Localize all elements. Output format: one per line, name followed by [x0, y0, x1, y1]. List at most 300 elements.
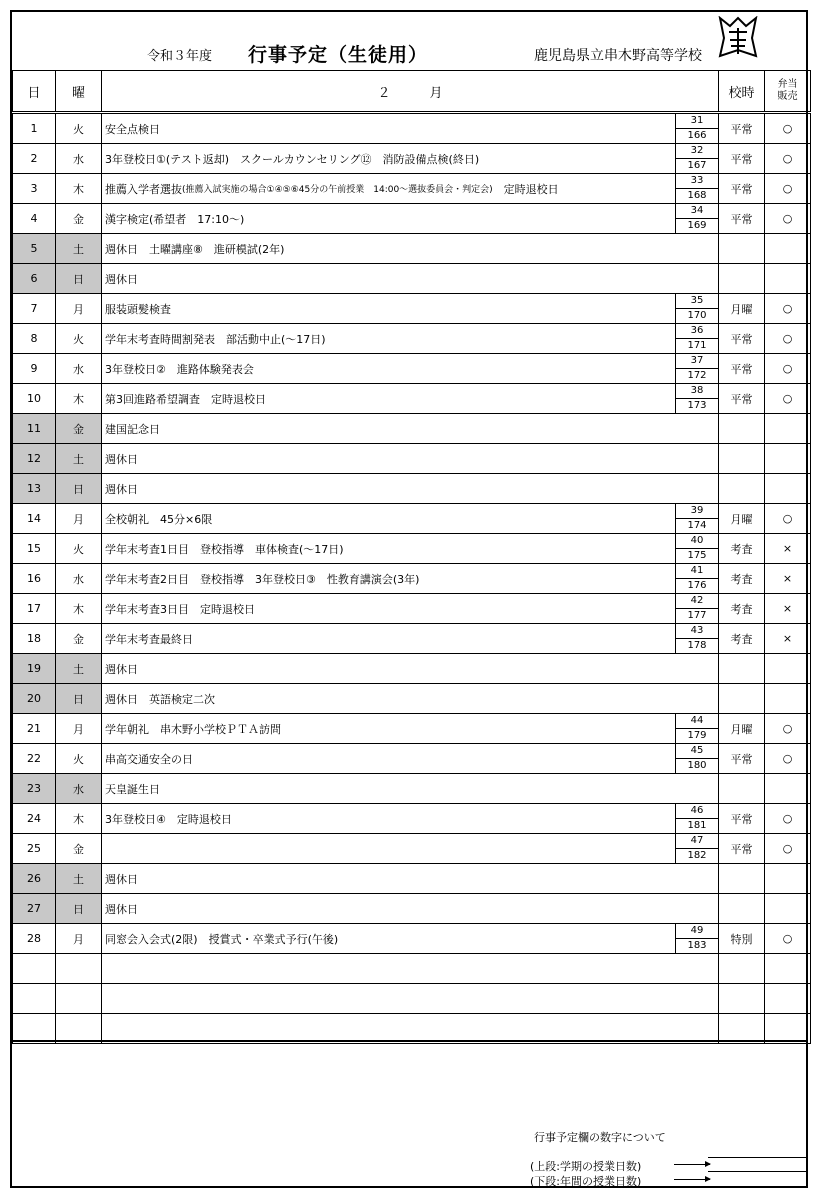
day-cell: 5 [13, 234, 56, 264]
kouji-cell [719, 864, 765, 894]
notes-line-upper: (上段:学期の授業日数) [530, 1160, 642, 1173]
weekday-cell: 火 [56, 324, 102, 354]
arrow-icon [674, 1164, 710, 1165]
kouji-cell: 平常 [719, 834, 765, 864]
event-text [102, 444, 718, 473]
event-cell [102, 174, 719, 204]
event-main: 3年登校日①(テスト返却) スクールカウンセリング⑫ 消防設備点検(終日) [105, 152, 480, 166]
event-wrap [102, 864, 718, 893]
event-cell [102, 894, 719, 924]
event-wrap [102, 384, 718, 413]
event-cell [102, 864, 719, 894]
event-cell [102, 744, 719, 774]
event-main: 学年末考査2日目 登校指導 3年登校日③ 性教育講演会(3年) [105, 572, 420, 586]
day-cell: 16 [13, 564, 56, 594]
event-text [102, 624, 675, 653]
day-cell: 11 [13, 414, 56, 444]
day-cell: 19 [13, 654, 56, 684]
divider [708, 1171, 808, 1172]
table-row [13, 234, 811, 264]
day-cell: 8 [13, 324, 56, 354]
class-day-counts [675, 564, 718, 593]
table-row [13, 654, 811, 684]
bento-cell: ○ [765, 924, 811, 954]
bento-cell [765, 234, 811, 264]
weekday-cell: 水 [56, 564, 102, 594]
event-wrap [102, 534, 718, 563]
event-wrap [102, 204, 718, 233]
weekday-cell: 月 [56, 924, 102, 954]
kouji-cell: 月曜 [719, 294, 765, 324]
page-title: 行事予定（生徒用） [248, 44, 429, 66]
year-day-count: 176 [687, 580, 707, 591]
arrow-icon [674, 1179, 710, 1180]
event-text [102, 294, 675, 323]
year-day-count: 170 [687, 310, 707, 321]
bento-cell: ○ [765, 113, 811, 144]
kouji-cell: 平常 [719, 384, 765, 414]
kouji-cell [719, 654, 765, 684]
table-row [13, 294, 811, 324]
header-kouji: 校時 [719, 71, 765, 113]
event-wrap [102, 684, 718, 713]
kouji-cell: 平常 [719, 804, 765, 834]
weekday-cell: 日 [56, 264, 102, 294]
term-day-count: 31 [676, 114, 718, 129]
class-day-counts [675, 174, 718, 203]
event-cell [102, 594, 719, 624]
day-cell: 27 [13, 894, 56, 924]
bento-cell [765, 414, 811, 444]
event-cell [102, 294, 719, 324]
table-row [13, 744, 811, 774]
term-day-count: 32 [676, 144, 718, 159]
event-text [102, 324, 675, 353]
weekday-cell: 水 [56, 774, 102, 804]
table-row [13, 894, 811, 924]
weekday-cell: 日 [56, 474, 102, 504]
bento-cell: ○ [765, 834, 811, 864]
day-cell: 28 [13, 924, 56, 954]
day-cell: 22 [13, 744, 56, 774]
table-row [13, 564, 811, 594]
year-day-count: 172 [687, 370, 707, 381]
weekday-cell: 木 [56, 384, 102, 414]
table-header-row [13, 71, 811, 113]
empty-cell [719, 1014, 765, 1044]
term-day-count: 33 [676, 174, 718, 189]
event-cell [102, 204, 719, 234]
event-main: 学年末考査時間割発表 部活動中止(～17日) [105, 332, 326, 346]
school-crest-icon [718, 16, 758, 60]
class-day-counts [675, 804, 718, 833]
event-main: 串高交通安全の日 [105, 752, 193, 766]
empty-cell [56, 984, 102, 1014]
event-main: 週休日 土曜講座⑧ 進研模試(2年) [105, 242, 285, 256]
weekday-cell: 日 [56, 684, 102, 714]
header-month: ２ 月 [102, 71, 719, 113]
kouji-cell [719, 264, 765, 294]
empty-row [13, 1014, 811, 1044]
day-cell: 18 [13, 624, 56, 654]
class-day-counts [675, 114, 718, 143]
bento-cell: ○ [765, 294, 811, 324]
event-wrap [102, 714, 718, 743]
day-cell: 12 [13, 444, 56, 474]
weekday-cell: 金 [56, 414, 102, 444]
weekday-cell: 水 [56, 144, 102, 174]
weekday-cell: 火 [56, 534, 102, 564]
term-day-count: 47 [676, 834, 718, 849]
kouji-cell [719, 234, 765, 264]
event-wrap [102, 894, 718, 923]
event-cell [102, 264, 719, 294]
term-day-count: 36 [676, 324, 718, 339]
event-cell [102, 834, 719, 864]
kouji-cell: 平常 [719, 354, 765, 384]
day-cell: 15 [13, 534, 56, 564]
event-wrap [102, 234, 718, 263]
fiscal-year: 令和３年度 [147, 49, 213, 64]
bento-cell: × [765, 534, 811, 564]
notes-title: 行事予定欄の数字について [534, 1131, 666, 1144]
event-cell [102, 564, 719, 594]
table-row [13, 174, 811, 204]
term-day-count: 39 [676, 504, 718, 519]
event-cell [102, 534, 719, 564]
kouji-cell: 考査 [719, 594, 765, 624]
kouji-cell: 特別 [719, 924, 765, 954]
bento-cell: ○ [765, 744, 811, 774]
event-main: 週休日 [105, 452, 138, 466]
event-text [102, 684, 718, 713]
table-row [13, 804, 811, 834]
weekday-cell: 金 [56, 624, 102, 654]
event-wrap [102, 774, 718, 803]
table-row [13, 204, 811, 234]
year-day-count: 166 [687, 130, 707, 141]
event-wrap [102, 144, 718, 173]
kouji-cell: 月曜 [719, 504, 765, 534]
term-day-count: 45 [676, 744, 718, 759]
empty-cell [13, 1014, 56, 1044]
event-wrap [102, 504, 718, 533]
table-row [13, 504, 811, 534]
term-day-count: 44 [676, 714, 718, 729]
event-cell [102, 384, 719, 414]
year-day-count: 171 [687, 340, 707, 351]
term-day-count: 42 [676, 594, 718, 609]
event-cell [102, 714, 719, 744]
event-tail: 定時退校日 [492, 182, 559, 196]
event-wrap [102, 804, 718, 833]
event-main: 安全点検日 [105, 122, 160, 136]
event-cell [102, 234, 719, 264]
table-row [13, 144, 811, 174]
class-day-counts [675, 504, 718, 533]
table-row [13, 594, 811, 624]
event-main: 週休日 [105, 482, 138, 496]
table-row [13, 384, 811, 414]
kouji-cell: 平常 [719, 174, 765, 204]
year-day-count: 179 [687, 730, 707, 741]
event-text [102, 264, 718, 293]
event-cell [102, 414, 719, 444]
bento-cell: ○ [765, 174, 811, 204]
header-bento [765, 71, 811, 113]
weekday-cell: 木 [56, 804, 102, 834]
year-day-count: 177 [687, 610, 707, 621]
event-wrap [102, 294, 718, 323]
weekday-cell: 土 [56, 444, 102, 474]
kouji-cell [719, 414, 765, 444]
event-text [102, 924, 675, 953]
kouji-cell: 平常 [719, 744, 765, 774]
empty-cell [765, 984, 811, 1014]
event-main: 週休日 [105, 272, 138, 286]
year-day-count: 182 [687, 850, 707, 861]
bento-cell: × [765, 624, 811, 654]
kouji-cell: 平常 [719, 324, 765, 354]
kouji-cell: 平常 [719, 113, 765, 144]
event-note: (推薦入試実施の場合①④⑤⑥45分の午前授業 14:00～選抜委員会・判定会) [182, 185, 493, 195]
bento-cell: ○ [765, 384, 811, 414]
event-main: 天皇誕生日 [105, 782, 160, 796]
event-wrap [102, 354, 718, 383]
table-row [13, 354, 811, 384]
year-day-count: 181 [687, 820, 707, 831]
event-cell [102, 354, 719, 384]
event-main: 3年登校日④ 定時退校日 [105, 812, 232, 826]
event-wrap [102, 264, 718, 293]
weekday-cell: 水 [56, 354, 102, 384]
weekday-cell: 月 [56, 504, 102, 534]
event-wrap [102, 744, 718, 773]
empty-cell [13, 984, 56, 1014]
event-wrap [102, 654, 718, 683]
event-text [102, 384, 675, 413]
event-text [102, 474, 718, 503]
event-wrap [102, 834, 718, 863]
event-main: 週休日 英語検定二次 [105, 692, 215, 706]
day-cell: 25 [13, 834, 56, 864]
event-text [102, 834, 675, 863]
class-day-counts [675, 834, 718, 863]
event-text [102, 414, 718, 443]
class-day-counts [675, 924, 718, 953]
bento-cell: ○ [765, 144, 811, 174]
empty-cell [765, 954, 811, 984]
bento-cell [765, 684, 811, 714]
weekday-cell: 土 [56, 864, 102, 894]
event-text [102, 534, 675, 563]
event-main: 推薦入学者選抜 [105, 182, 182, 196]
divider [708, 1157, 808, 1158]
event-main: 週休日 [105, 662, 138, 676]
term-day-count: 43 [676, 624, 718, 639]
event-cell [102, 654, 719, 684]
event-main: 学年末考査3日目 定時退校日 [105, 602, 255, 616]
event-main: 学年末考査1日目 登校指導 車体検査(～17日) [105, 542, 344, 556]
event-text [102, 714, 675, 743]
empty-cell [719, 984, 765, 1014]
event-cell [102, 924, 719, 954]
table-row [13, 474, 811, 504]
kouji-cell: 平常 [719, 204, 765, 234]
bento-cell [765, 474, 811, 504]
table-row [13, 924, 811, 954]
event-text [102, 564, 675, 593]
year-day-count: 180 [687, 760, 707, 771]
year-day-count: 183 [687, 940, 707, 951]
event-main: 学年末考査最終日 [105, 632, 193, 646]
bento-cell: ○ [765, 504, 811, 534]
kouji-cell: 月曜 [719, 714, 765, 744]
weekday-cell: 火 [56, 113, 102, 144]
header-weekday: 曜 [56, 71, 102, 113]
table-row [13, 774, 811, 804]
weekday-cell: 月 [56, 714, 102, 744]
bento-cell: × [765, 564, 811, 594]
class-day-counts [675, 624, 718, 653]
day-cell: 10 [13, 384, 56, 414]
table-row [13, 264, 811, 294]
day-cell: 13 [13, 474, 56, 504]
kouji-cell [719, 894, 765, 924]
event-main: 学年朝礼 串木野小学校ＰＴＡ訪問 [105, 722, 281, 736]
event-text [102, 354, 675, 383]
day-cell: 20 [13, 684, 56, 714]
day-cell: 4 [13, 204, 56, 234]
event-wrap [102, 924, 718, 953]
bento-cell [765, 444, 811, 474]
event-text [102, 894, 718, 923]
kouji-cell: 考査 [719, 534, 765, 564]
class-day-counts [675, 594, 718, 623]
weekday-cell: 金 [56, 204, 102, 234]
weekday-cell: 土 [56, 654, 102, 684]
event-cell [102, 624, 719, 654]
empty-cell [56, 1014, 102, 1044]
event-cell [102, 444, 719, 474]
bento-cell: ○ [765, 204, 811, 234]
class-day-counts [675, 354, 718, 383]
weekday-cell: 月 [56, 294, 102, 324]
empty-row [13, 954, 811, 984]
bento-cell [765, 864, 811, 894]
day-cell: 1 [13, 113, 56, 144]
term-day-count: 37 [676, 354, 718, 369]
event-wrap [102, 564, 718, 593]
event-main: 週休日 [105, 872, 138, 886]
notes-line-lower: (下段:年間の授業日数) [530, 1175, 642, 1188]
event-cell [102, 804, 719, 834]
empty-row [13, 984, 811, 1014]
weekday-cell: 金 [56, 834, 102, 864]
table-row [13, 534, 811, 564]
event-wrap [102, 324, 718, 353]
weekday-cell: 土 [56, 234, 102, 264]
year-day-count: 175 [687, 550, 707, 561]
term-day-count: 46 [676, 804, 718, 819]
class-day-counts [675, 534, 718, 563]
year-day-count: 168 [687, 190, 707, 201]
event-wrap [102, 174, 718, 203]
kouji-cell: 平常 [719, 144, 765, 174]
event-main: 週休日 [105, 902, 138, 916]
class-day-counts [675, 714, 718, 743]
school-name: 鹿児島県立串木野高等学校 [534, 48, 702, 64]
day-cell: 17 [13, 594, 56, 624]
empty-cell [102, 1014, 719, 1044]
header-bento-line1: 弁当 [777, 79, 798, 90]
table-row [13, 624, 811, 654]
bento-cell: ○ [765, 804, 811, 834]
class-day-counts [675, 294, 718, 323]
day-cell: 3 [13, 174, 56, 204]
event-wrap [102, 474, 718, 503]
bento-cell [765, 894, 811, 924]
event-wrap [102, 624, 718, 653]
empty-cell [102, 954, 719, 984]
event-text [102, 144, 675, 173]
day-cell: 23 [13, 774, 56, 804]
weekday-cell: 木 [56, 174, 102, 204]
event-main: 3年登校日② 進路体験発表会 [105, 362, 254, 376]
table-row [13, 714, 811, 744]
event-text [102, 804, 675, 833]
weekday-cell: 火 [56, 744, 102, 774]
bento-cell [765, 264, 811, 294]
class-day-counts [675, 204, 718, 233]
day-cell: 24 [13, 804, 56, 834]
term-day-count: 49 [676, 924, 718, 939]
class-day-counts [675, 324, 718, 353]
weekday-cell: 日 [56, 894, 102, 924]
event-wrap [102, 114, 718, 143]
event-main: 同窓会入会式(2限) 授賞式・卒業式予行(午後) [105, 932, 339, 946]
kouji-cell [719, 474, 765, 504]
term-day-count: 41 [676, 564, 718, 579]
day-cell: 14 [13, 504, 56, 534]
year-day-count: 178 [687, 640, 707, 651]
event-text [102, 504, 675, 533]
class-day-counts [675, 144, 718, 173]
header-day: 日 [13, 71, 56, 113]
event-text [102, 234, 718, 263]
event-wrap [102, 594, 718, 623]
table-row [13, 864, 811, 894]
empty-cell [765, 1014, 811, 1044]
term-day-count: 34 [676, 204, 718, 219]
weekday-cell: 木 [56, 594, 102, 624]
class-day-counts [675, 744, 718, 773]
event-cell [102, 113, 719, 144]
table-row [13, 414, 811, 444]
day-cell: 6 [13, 264, 56, 294]
day-cell: 26 [13, 864, 56, 894]
table-row [13, 113, 811, 144]
event-text [102, 864, 718, 893]
event-text [102, 654, 718, 683]
event-cell [102, 774, 719, 804]
kouji-cell [719, 444, 765, 474]
event-text [102, 114, 675, 143]
table-row [13, 444, 811, 474]
bento-cell: ○ [765, 324, 811, 354]
kouji-cell [719, 684, 765, 714]
empty-cell [13, 954, 56, 984]
